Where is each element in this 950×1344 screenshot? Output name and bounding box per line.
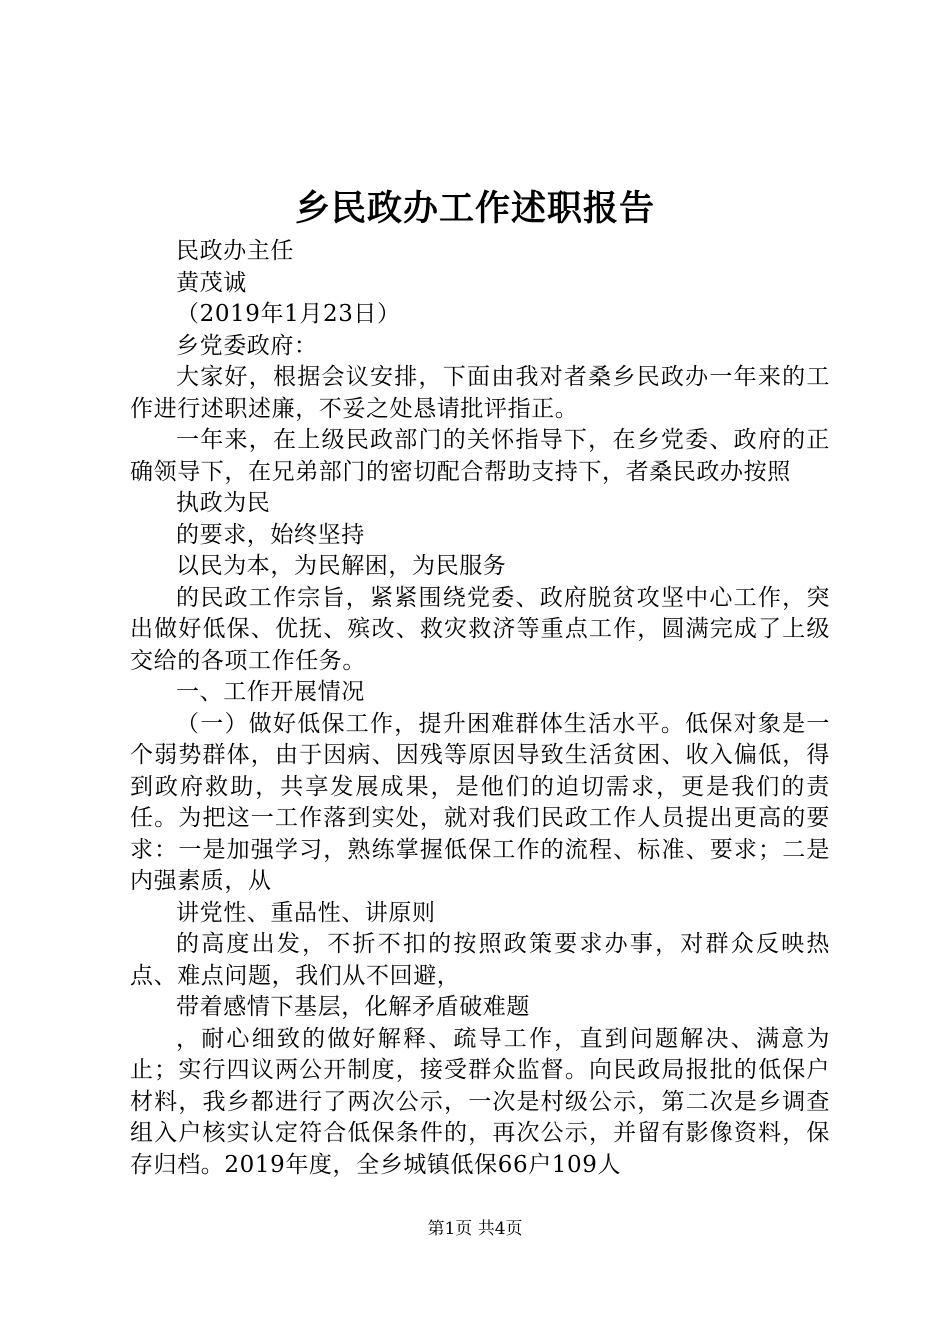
body-paragraph: 以民为本，为民解困，为民服务: [176, 553, 507, 579]
section-heading: 一、工作开展情况: [176, 679, 365, 705]
document-title: 乡民政办工作述职报告: [294, 188, 655, 229]
body-paragraph: （一）做好低保工作，提升困难群体生活水平。低保对象是一个弱势群体，由于因病、因残等原因导致生活贫困、收入偏低，得到政府救助，共享发展成果，是他们的迫切需求，更是我们的责任。为把这一工作落到实处，就对我们民政工作人员提出更高的要求：一是加强学习，熟练掌握低保工作的流程、标准、要求；二是内强素质，从: [130, 710, 830, 894]
author-name: 黄茂诚: [176, 269, 247, 296]
report-date: （2019年1月23日）: [176, 301, 401, 327]
body-paragraph: 的民政工作宗旨，紧紧围绕党委、政府脱贫攻坚中心工作，突出做好低保、优抚、殡改、救灾救济等重点工作，圆满完成了上级交给的各项工作任务。: [130, 584, 830, 674]
body-paragraph: ，耐心细致的做好解释、疏导工作，直到问题解决、满意为止；实行四议两公开制度，接受群众监督。向民政局报批的低保户材料，我乡都进行了两次公示，一次是村级公示，第二次是乡调查组入户核实认定符合低保条件的，再次公示，并留有影像资料，保存归档。2019年度，全乡城镇低保66户109人: [130, 1025, 830, 1178]
body-paragraph: 一年来，在上级民政部门的关怀指导下，在乡党委、政府的正确领导下，在兄弟部门的密切配合帮助支持下，者桑民政办按照: [130, 427, 830, 485]
body-paragraph: 带着感情下基层，化解矛盾破难题: [176, 994, 530, 1020]
page-number: 第1页 共4页: [427, 1219, 523, 1239]
document-body: [130, 236, 830, 1181]
body-paragraph: 执政为民: [176, 490, 271, 516]
body-paragraph: 的要求，始终坚持: [176, 521, 365, 548]
body-paragraph: 的高度出发，不折不扣的按照政策要求办事，对群众反映热点、难点问题，我们从不回避，: [130, 931, 830, 989]
body-paragraph: 大家好，根据会议安排，下面由我对者桑乡民政办一年来的工作进行述职述廉，不妥之处恳请批评指正。: [130, 364, 830, 422]
author-position: 民政办主任: [176, 238, 294, 264]
salutation: 乡党委政府：: [176, 332, 318, 359]
body-paragraph: 讲党性、重品性、讲原则: [176, 899, 436, 926]
